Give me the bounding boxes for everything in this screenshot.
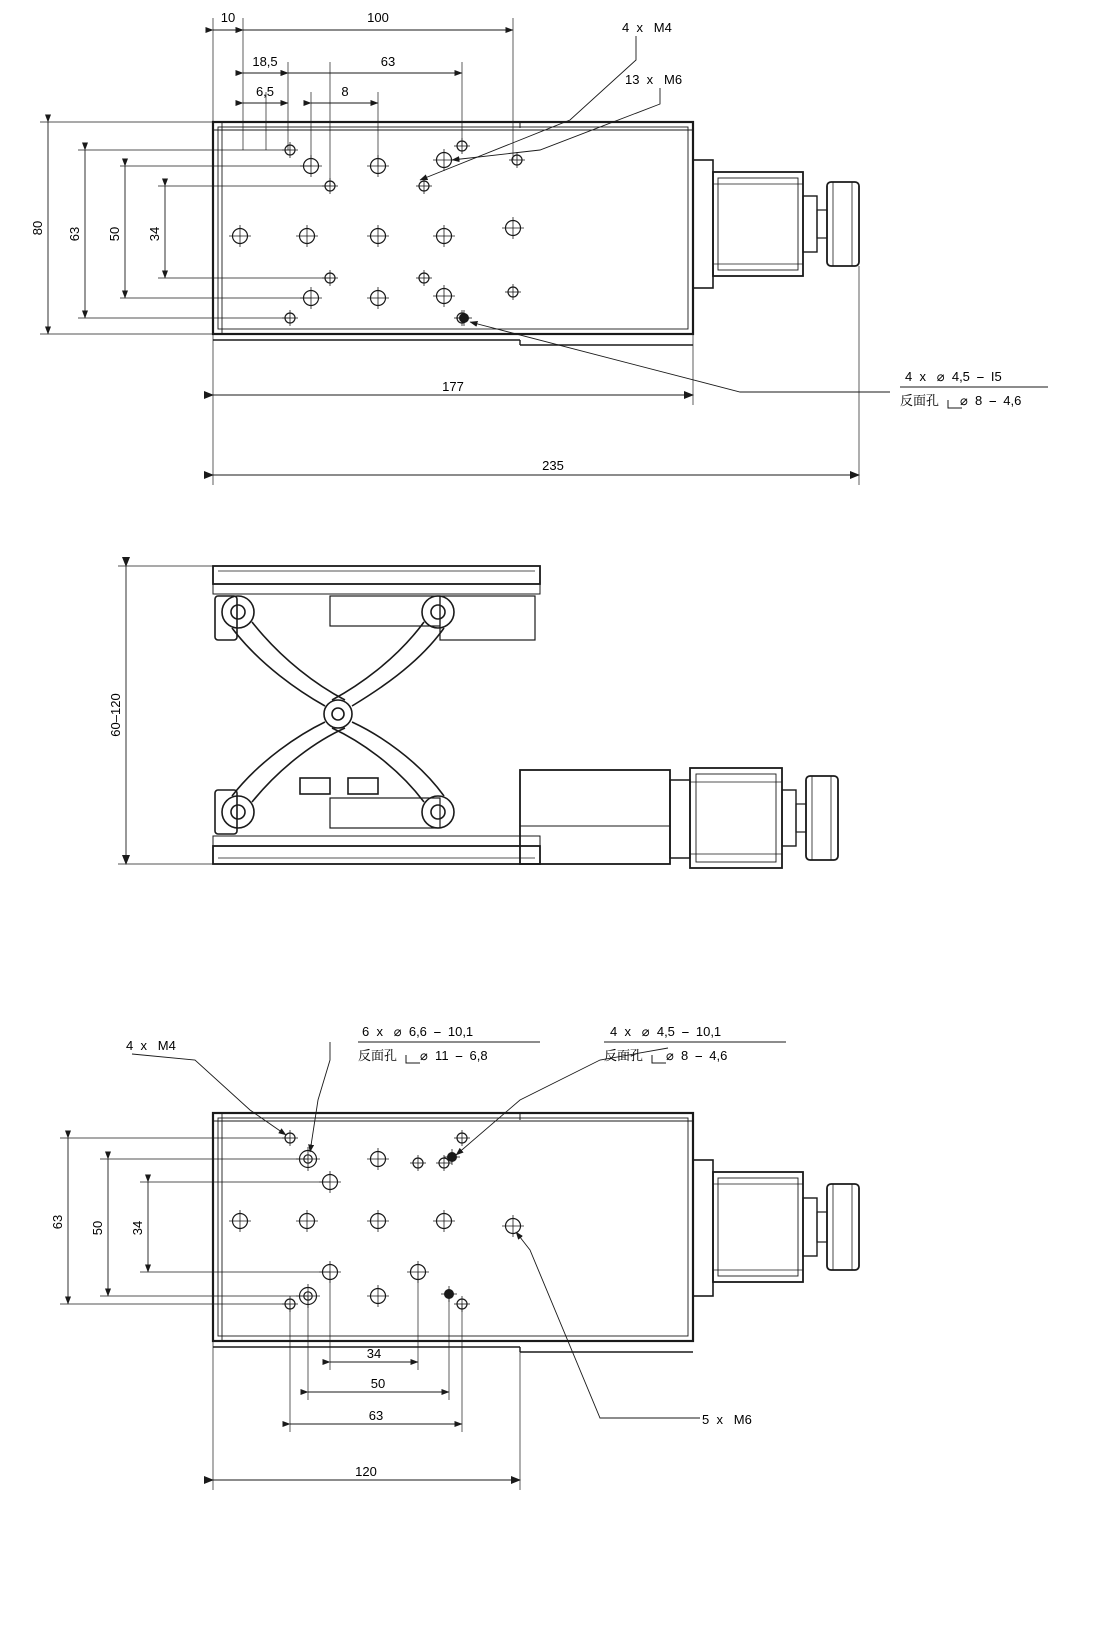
side-view <box>108 566 838 868</box>
dim-60-120: 60–120 <box>108 693 123 737</box>
top-view-leaders <box>420 36 890 392</box>
callout-4x-line1: 4 x ⌀ 4,5 ⎯ 10,1 <box>610 1024 722 1039</box>
dim-34-bottom: 34 <box>366 1346 382 1361</box>
top-view <box>30 10 1048 485</box>
dim-6-5: 6,5 <box>255 84 275 99</box>
callout-counterbore-cjk: 反面孔 <box>900 394 940 409</box>
callout-counterbore-line1: 4 x ⌀ 4,5 ⎯ I5 <box>905 369 1002 384</box>
callout-6x-line2: ⌀ 11 ⎯ 6,8 <box>420 1048 488 1063</box>
top-view-motor-assembly <box>693 160 859 288</box>
callout-counterbore-top <box>900 369 1048 409</box>
bottom-view <box>50 1024 859 1490</box>
bottom-view-dimensions <box>60 1138 520 1490</box>
callout-4x-m4-top: 4 x M4 <box>622 20 672 35</box>
dim-34-left-bottom: 34 <box>130 1220 145 1236</box>
callout-6x-holes <box>358 1024 540 1064</box>
side-view-top-plate <box>213 566 540 640</box>
callout-counterbore-line2: ⌀ 8 ⎯ 4,6 <box>960 393 1022 408</box>
bottom-view-hole-pattern <box>229 1130 524 1312</box>
dim-8: 8 <box>341 84 349 99</box>
callout-4x-cjk: 反面孔 <box>604 1049 644 1064</box>
dim-63-top: 63 <box>380 54 396 69</box>
dim-120: 120 <box>355 1464 377 1479</box>
callout-4x-line2: ⌀ 8 ⎯ 4,6 <box>666 1048 728 1063</box>
bottom-view-motor-assembly <box>693 1160 859 1296</box>
callout-4x-holes <box>604 1024 786 1064</box>
dim-63-left: 63 <box>67 226 82 242</box>
dim-80: 80 <box>30 220 45 236</box>
callout-4x-m4-bottom: 4 x M4 <box>126 1038 176 1053</box>
dim-18-5: 18,5 <box>252 54 278 69</box>
dim-177: 177 <box>442 379 464 394</box>
dim-50: 50 <box>107 226 122 242</box>
callout-6x-line1: 6 x ⌀ 6,6 ⎯ 10,1 <box>362 1024 474 1039</box>
dim-50-bottom: 50 <box>370 1376 386 1391</box>
side-view-dimensions <box>118 566 213 864</box>
dim-235: 235 <box>542 458 564 473</box>
dim-34: 34 <box>147 226 162 242</box>
side-view-motor-assembly <box>520 768 838 868</box>
dim-63-bottom: 63 <box>368 1408 384 1423</box>
callout-13x-m6: 13 x M6 <box>625 72 683 87</box>
dim-10: 10 <box>220 10 236 25</box>
top-view-plate-outline <box>213 122 693 345</box>
side-view-base <box>213 798 540 864</box>
dim-50-left-bottom: 50 <box>90 1220 105 1236</box>
callout-5x-m6: 5 x M6 <box>702 1412 752 1427</box>
dim-100: 100 <box>367 10 389 25</box>
top-view-dimensions <box>40 18 859 485</box>
bottom-view-plate-outline <box>213 1113 693 1352</box>
callout-6x-cjk: 反面孔 <box>358 1049 398 1064</box>
dim-63-left-bottom: 63 <box>50 1214 65 1230</box>
